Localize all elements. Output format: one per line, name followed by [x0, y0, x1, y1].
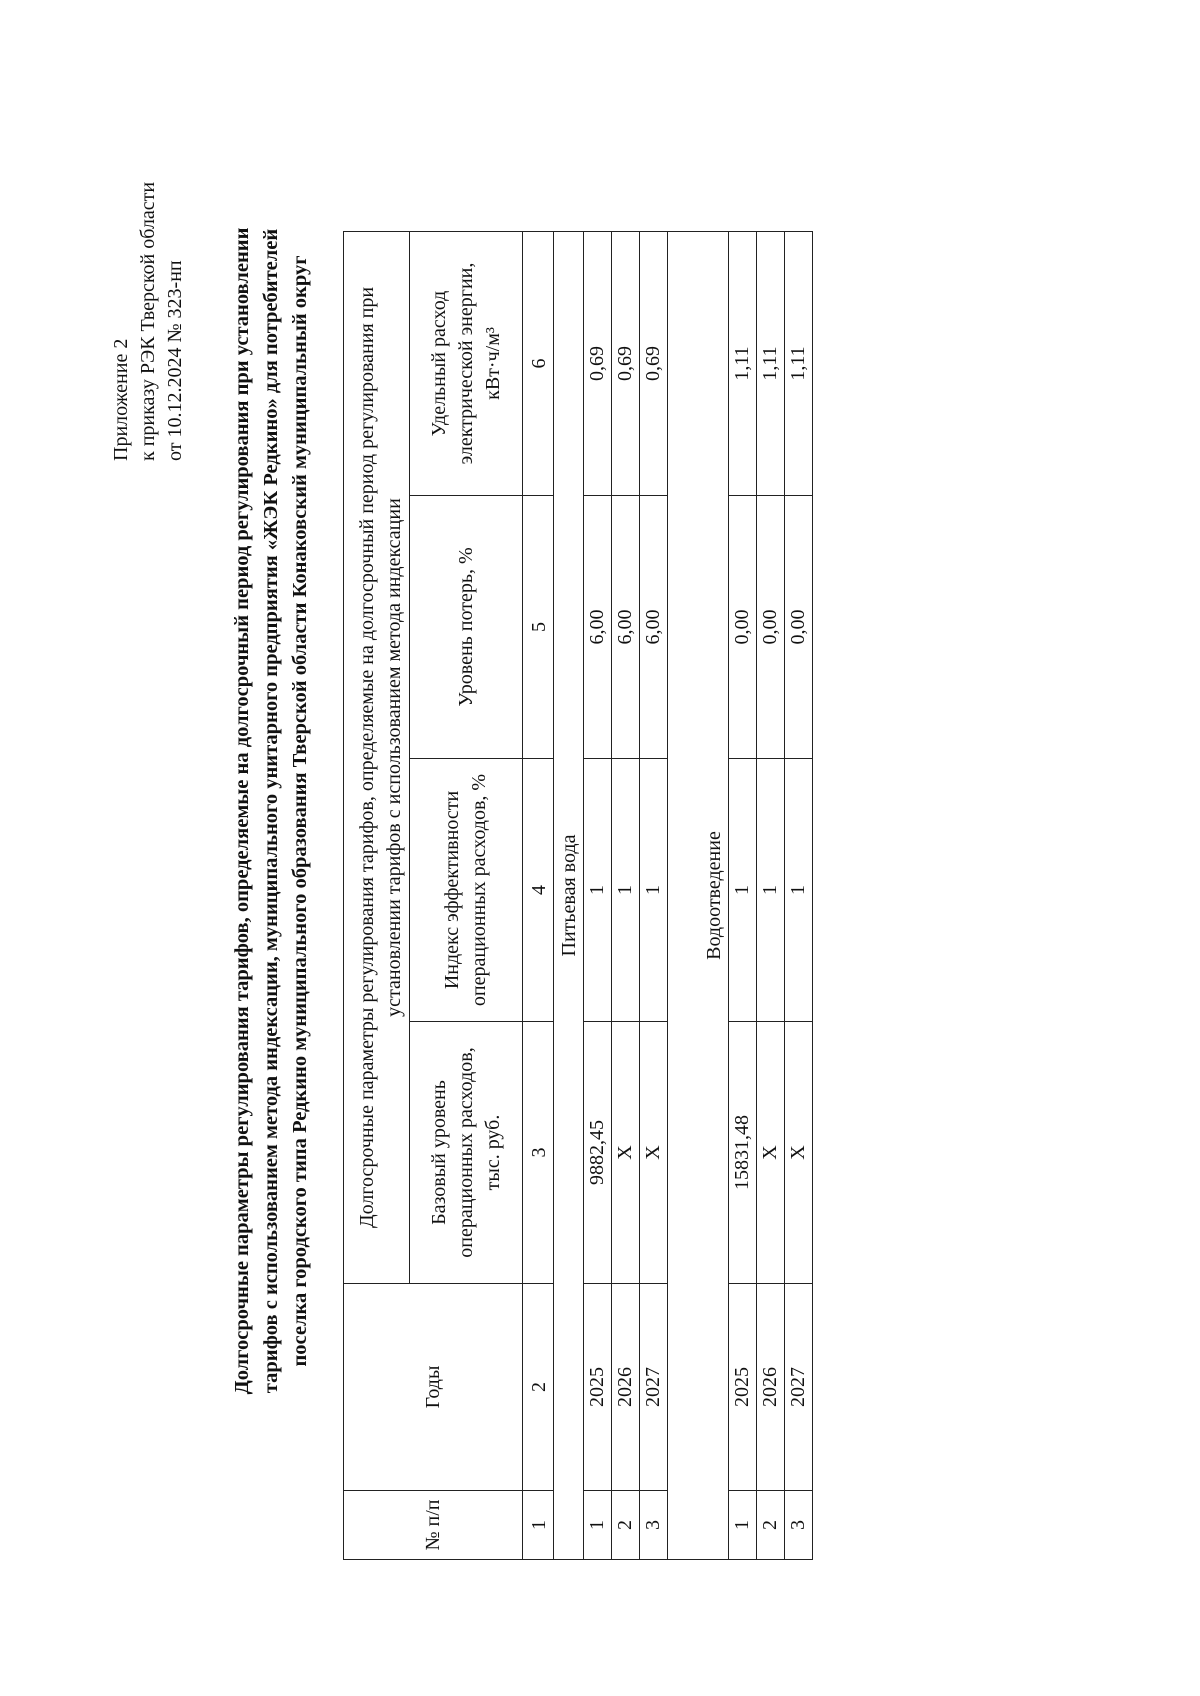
row-number: 1: [729, 1491, 757, 1560]
column-number: 4: [523, 759, 554, 1022]
title-line-2: тарифов с использованием метода индексации, муниципального унитарного предприятия «ЖЭК Редкино» для потребителей: [260, 228, 282, 1394]
row-base-opex: Х: [640, 1022, 668, 1284]
row-loss-level: 6,00: [640, 496, 668, 759]
document-title: [228, 91, 315, 1531]
table-row: [640, 232, 668, 1560]
column-number: 1: [523, 1491, 554, 1560]
column-number: 3: [523, 1022, 554, 1284]
column-number: 2: [523, 1284, 554, 1491]
section-title: Питьевая вода: [554, 232, 584, 1560]
row-base-opex: Х: [785, 1022, 813, 1284]
row-efficiency-index: 1: [612, 759, 640, 1022]
row-energy-rate: 0,69: [612, 232, 640, 496]
column-numbers-row: [523, 232, 554, 1560]
parameters-table: [343, 231, 813, 1560]
section-title: Водоотведение: [668, 232, 729, 1560]
row-efficiency-index: 1: [757, 759, 785, 1022]
row-efficiency-index: 1: [584, 759, 612, 1022]
table-row: [612, 232, 640, 1560]
row-energy-rate: 0,69: [584, 232, 612, 496]
row-energy-rate: 1,11: [729, 232, 757, 496]
row-year: 2026: [612, 1284, 640, 1491]
row-base-opex: Х: [757, 1022, 785, 1284]
table-row: [729, 232, 757, 1560]
row-number: 1: [584, 1491, 612, 1560]
row-year: 2026: [757, 1284, 785, 1491]
row-loss-level: 0,00: [757, 496, 785, 759]
row-energy-rate: 1,11: [785, 232, 813, 496]
header-loss-level: Уровень потерь, %: [410, 496, 523, 759]
section-row-wastewater: [668, 232, 729, 1560]
appendix-line-3: от 10.12.2024 № 323-нп: [164, 260, 186, 461]
appendix-note: [108, 182, 189, 461]
header-base-opex: Базовый уровень операционных расходов, тыс. руб.: [410, 1022, 523, 1284]
header-group: Долгосрочные параметры регулирования тарифов, определяемые на долгосрочный период регулирования при установлении тарифов с использованием метода индексации: [344, 232, 410, 1284]
header-efficiency-index: Индекс эффективности операционных расходов, %: [410, 759, 523, 1022]
row-number: 3: [785, 1491, 813, 1560]
header-years: Годы: [344, 1284, 523, 1491]
row-efficiency-index: 1: [785, 759, 813, 1022]
appendix-line-2: к приказу РЭК Тверской области: [137, 181, 159, 461]
row-number: 2: [612, 1491, 640, 1560]
appendix-line-1: Приложение 2: [110, 338, 132, 461]
header-energy-rate: Удельный расход электрической энергии, кВт·ч/м³: [410, 232, 523, 496]
row-number: 3: [640, 1491, 668, 1560]
row-year: 2027: [640, 1284, 668, 1491]
table-row: [584, 232, 612, 1560]
row-year: 2027: [785, 1284, 813, 1491]
column-number: 5: [523, 496, 554, 759]
row-year: 2025: [729, 1284, 757, 1491]
row-number: 2: [757, 1491, 785, 1560]
row-loss-level: 6,00: [612, 496, 640, 759]
section-row-drinking-water: [554, 232, 584, 1560]
row-energy-rate: 0,69: [640, 232, 668, 496]
header-row-1: [344, 232, 410, 1560]
row-loss-level: 0,00: [729, 496, 757, 759]
row-base-opex: Х: [612, 1022, 640, 1284]
table-row: [757, 232, 785, 1560]
row-efficiency-index: 1: [729, 759, 757, 1022]
row-loss-level: 0,00: [785, 496, 813, 759]
column-number: 6: [523, 232, 554, 496]
row-base-opex: 9882,45: [584, 1022, 612, 1284]
row-year: 2025: [584, 1284, 612, 1491]
row-efficiency-index: 1: [640, 759, 668, 1022]
row-loss-level: 6,00: [584, 496, 612, 759]
title-line-1: Долгосрочные параметры регулирования тарифов, определяемые на долгосрочный период регулирования при установлении: [231, 227, 253, 1395]
row-base-opex: 15831,48: [729, 1022, 757, 1284]
header-num: № п/п: [344, 1491, 523, 1560]
table-row: [785, 232, 813, 1560]
row-energy-rate: 1,11: [757, 232, 785, 496]
title-line-3: поселка городского типа Редкино муниципального образования Тверской области Конаковский муниципальный округ: [289, 255, 311, 1367]
